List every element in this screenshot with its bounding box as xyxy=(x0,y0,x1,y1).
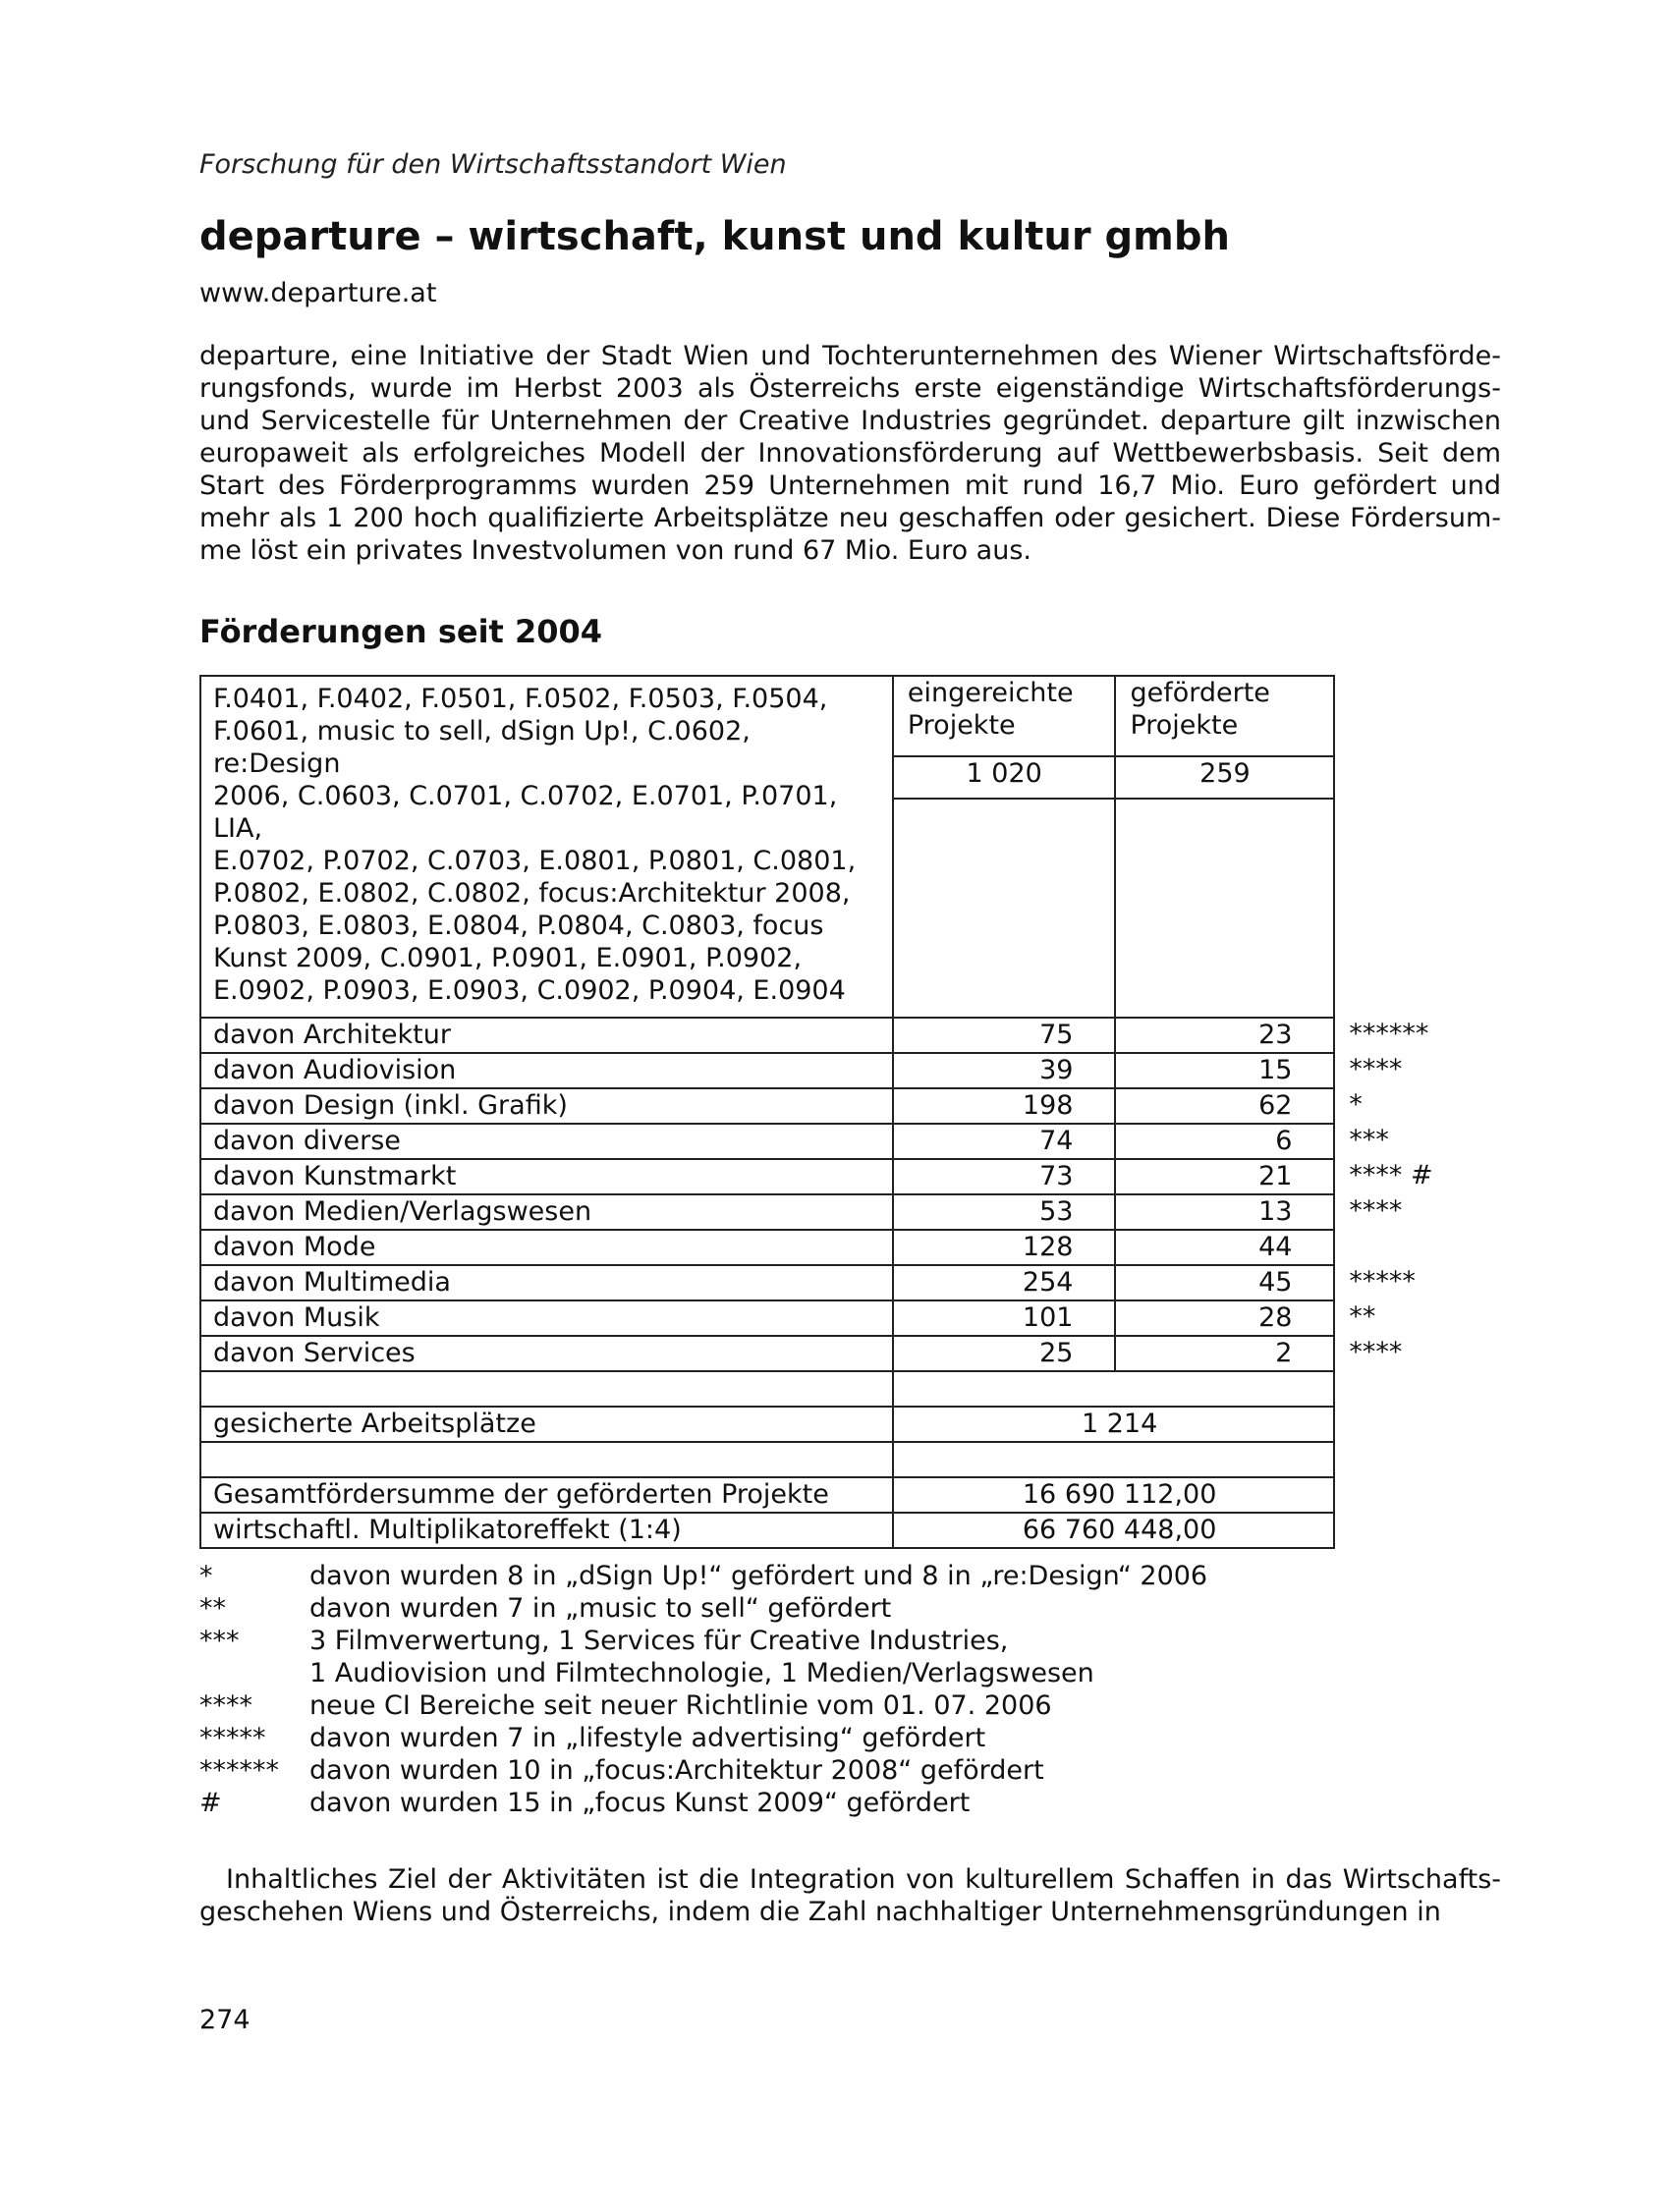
footnote-marker: # xyxy=(199,1788,222,1818)
row-marker: ** xyxy=(1349,1301,1376,1332)
jobs-label: gesicherte Arbeitsplätze xyxy=(200,1407,893,1442)
table-row xyxy=(200,1194,1500,1230)
empty-cell xyxy=(893,1371,1335,1407)
row-submitted: 73 xyxy=(893,1159,1116,1194)
footnote xyxy=(199,1625,1207,1657)
footnote xyxy=(199,1592,1207,1625)
footnote-marker: ** xyxy=(199,1593,226,1624)
running-head: Forschung für den Wirtschaftsstandort Wien xyxy=(199,149,787,180)
intro-line: mehr als 1 200 hoch qualifizierte Arbeitsplätze neu geschaffen oder gesichert. Diese Fördersum- xyxy=(199,503,1501,533)
marker-spacer xyxy=(1334,676,1500,756)
footnote-marker: *** xyxy=(199,1626,240,1656)
section-heading: Förderungen seit 2004 xyxy=(199,613,603,650)
multiplier-label: wirtschaftl. Multiplikatoreffekt (1:4) xyxy=(200,1513,893,1548)
footnote-marker: **** xyxy=(199,1690,252,1721)
closing-line: geschehen Wiens und Österreichs, indem die Zahl nachhaltiger Unternehmensgründungen in xyxy=(199,1897,1441,1927)
table-row xyxy=(200,1300,1500,1336)
blank-cell xyxy=(893,799,1116,1018)
program-line: P.0802, E.0802, C.0802, focus:Architektur 2008, xyxy=(213,878,851,909)
total-sum-value: 16 690 112,00 xyxy=(893,1477,1335,1513)
empty-cell xyxy=(200,1371,893,1407)
total-sum-label: Gesamtfördersumme der geförderten Projekte xyxy=(200,1477,893,1513)
intro-line: europaweit als erfolgreiches Modell der Innovationsförderung auf Wettbewerbsbasis. Seit dem xyxy=(199,438,1501,469)
row-marker: **** # xyxy=(1349,1160,1433,1190)
row-funded: 2 xyxy=(1115,1336,1334,1371)
footnote-marker: * xyxy=(199,1561,213,1591)
row-funded: 62 xyxy=(1115,1088,1334,1124)
jobs-row xyxy=(200,1407,1500,1442)
row-label: davon Musik xyxy=(200,1300,893,1336)
row-label: davon Audiovision xyxy=(200,1053,893,1088)
program-line: P.0803, E.0803, E.0804, P.0804, C.0803, focus xyxy=(213,911,824,941)
multiplier-value: 66 760 448,00 xyxy=(893,1513,1335,1548)
row-funded: 13 xyxy=(1115,1194,1334,1230)
footnote-marker: ***** xyxy=(199,1723,266,1753)
footnote xyxy=(199,1689,1207,1722)
table-row xyxy=(200,1159,1500,1194)
intro-line: Start des Förderprogramms wurden 259 Unternehmen mit rund 16,7 Mio. Euro gefördert und xyxy=(199,470,1501,501)
total-sum-row xyxy=(200,1477,1500,1513)
table-row xyxy=(200,1124,1500,1159)
row-submitted: 198 xyxy=(893,1088,1116,1124)
header-submitted xyxy=(893,676,1116,756)
marker-spacer xyxy=(1334,1442,1500,1477)
row-label: davon Services xyxy=(200,1336,893,1371)
program-line: F.0601, music to sell, dSign Up!, C.0602, re:Design xyxy=(213,716,751,779)
row-submitted: 39 xyxy=(893,1053,1116,1088)
funding-table xyxy=(199,675,1501,1549)
spacer-row xyxy=(200,1371,1500,1407)
row-submitted: 25 xyxy=(893,1336,1116,1371)
closing-line: Inhaltliches Ziel der Aktivitäten ist die Integration von kulturellem Schaffen in das Wirtschafts- xyxy=(226,1864,1501,1895)
row-funded: 28 xyxy=(1115,1300,1334,1336)
intro-line: und Servicestelle für Unternehmen der Creative Industries gegründet. departure gilt inzwischen xyxy=(199,406,1501,436)
program-line: E.0702, P.0702, C.0703, E.0801, P.0801, C.0801, xyxy=(213,846,857,876)
row-funded: 45 xyxy=(1115,1265,1334,1300)
row-funded: 6 xyxy=(1115,1124,1334,1159)
footnote-text: davon wurden 8 in „dSign Up!“ gefördert und 8 in „re:Design“ 2006 xyxy=(309,1561,1208,1591)
program-codes-cell xyxy=(200,676,893,1018)
row-marker: ****** xyxy=(1349,1019,1429,1049)
row-submitted: 254 xyxy=(893,1265,1116,1300)
marker-spacer xyxy=(1334,1371,1500,1407)
row-marker xyxy=(1334,1230,1500,1265)
page-title: departure – wirtschaft, kunst und kultur gmbh xyxy=(199,214,1230,259)
marker-spacer xyxy=(1334,799,1500,1018)
header-funded-line: geförderte xyxy=(1130,678,1270,708)
footnotes xyxy=(199,1560,1207,1819)
row-funded: 21 xyxy=(1115,1159,1334,1194)
program-line: 2006, C.0603, C.0701, C.0702, E.0701, P.0701, LIA, xyxy=(213,781,838,844)
footnote xyxy=(199,1722,1207,1754)
row-submitted: 53 xyxy=(893,1194,1116,1230)
footnote xyxy=(199,1657,1207,1689)
row-marker: **** xyxy=(1349,1337,1403,1367)
marker-spacer xyxy=(1334,756,1500,799)
intro-line: me löst ein privates Investvolumen von rund 67 Mio. Euro aus. xyxy=(199,535,1031,566)
jobs-value: 1 214 xyxy=(893,1407,1335,1442)
table-row xyxy=(200,1336,1500,1371)
blank-cell xyxy=(1115,799,1334,1018)
row-marker: **** xyxy=(1349,1054,1403,1084)
footnote-marker: ****** xyxy=(199,1755,279,1786)
footnote-text: davon wurden 15 in „focus Kunst 2009“ gefördert xyxy=(309,1788,971,1818)
closing-paragraph xyxy=(199,1863,1501,1928)
total-submitted: 1 020 xyxy=(893,756,1116,799)
table-header-row xyxy=(200,676,1500,756)
header-funded-line: Projekte xyxy=(1130,710,1239,741)
footnote-text: 3 Filmverwertung, 1 Services für Creative Industries, xyxy=(309,1626,1009,1656)
spacer-row xyxy=(200,1442,1500,1477)
row-marker: **** xyxy=(1349,1195,1403,1226)
row-marker: ***** xyxy=(1349,1266,1416,1297)
intro-line: rungsfonds, wurde im Herbst 2003 als Österreichs erste eigenständige Wirtschaftsförderungs- xyxy=(199,373,1501,404)
table-row xyxy=(200,1088,1500,1124)
footnote-marker xyxy=(199,1657,309,1689)
footnote-text: 1 Audiovision und Filmtechnologie, 1 Medien/Verlagswesen xyxy=(309,1658,1094,1688)
table-row xyxy=(200,1053,1500,1088)
row-label: davon diverse xyxy=(200,1124,893,1159)
footnote-text: davon wurden 10 in „focus:Architektur 2008“ gefördert xyxy=(309,1755,1044,1786)
empty-cell xyxy=(893,1442,1335,1477)
empty-cell xyxy=(200,1442,893,1477)
table-row xyxy=(200,1018,1500,1053)
row-submitted: 128 xyxy=(893,1230,1116,1265)
row-marker: * xyxy=(1349,1089,1363,1120)
row-submitted: 101 xyxy=(893,1300,1116,1336)
table-row xyxy=(200,1230,1500,1265)
table-row xyxy=(200,1265,1500,1300)
footnote xyxy=(199,1560,1207,1592)
header-submitted-line: eingereichte xyxy=(907,678,1074,708)
row-label: davon Mode xyxy=(200,1230,893,1265)
program-line: F.0401, F.0402, F.0501, F.0502, F.0503, F.0504, xyxy=(213,684,828,714)
row-label: davon Architektur xyxy=(200,1018,893,1053)
row-funded: 44 xyxy=(1115,1230,1334,1265)
row-funded: 15 xyxy=(1115,1053,1334,1088)
footnote-text: neue CI Bereiche seit neuer Richtlinie vom 01. 07. 2006 xyxy=(309,1690,1052,1721)
row-label: davon Design (inkl. Grafik) xyxy=(200,1088,893,1124)
header-funded xyxy=(1115,676,1334,756)
marker-spacer xyxy=(1334,1477,1500,1513)
row-label: davon Kunstmarkt xyxy=(200,1159,893,1194)
footnote xyxy=(199,1754,1207,1787)
footnote-text: davon wurden 7 in „music to sell“ gefördert xyxy=(309,1593,892,1624)
header-submitted-line: Projekte xyxy=(907,710,1016,741)
page-number: 274 xyxy=(199,2005,251,2035)
intro-line: departure, eine Initiative der Stadt Wien und Tochterunternehmen des Wiener Wirtschaftsförde- xyxy=(199,341,1501,371)
footnote xyxy=(199,1787,1207,1819)
row-label: davon Multimedia xyxy=(200,1265,893,1300)
row-funded: 23 xyxy=(1115,1018,1334,1053)
marker-spacer xyxy=(1334,1513,1500,1548)
row-marker: *** xyxy=(1349,1125,1389,1155)
program-line: E.0902, P.0903, E.0903, C.0902, P.0904, E.0904 xyxy=(213,975,846,1006)
footnote-text: davon wurden 7 in „lifestyle advertising“ gefördert xyxy=(309,1723,986,1753)
row-submitted: 74 xyxy=(893,1124,1116,1159)
total-funded: 259 xyxy=(1115,756,1334,799)
row-submitted: 75 xyxy=(893,1018,1116,1053)
marker-spacer xyxy=(1334,1407,1500,1442)
row-label: davon Medien/Verlagswesen xyxy=(200,1194,893,1230)
website-link[interactable]: www.departure.at xyxy=(199,278,437,308)
program-line: Kunst 2009, C.0901, P.0901, E.0901, P.0902, xyxy=(213,943,803,973)
multiplier-row xyxy=(200,1513,1500,1548)
intro-paragraph xyxy=(199,340,1501,567)
